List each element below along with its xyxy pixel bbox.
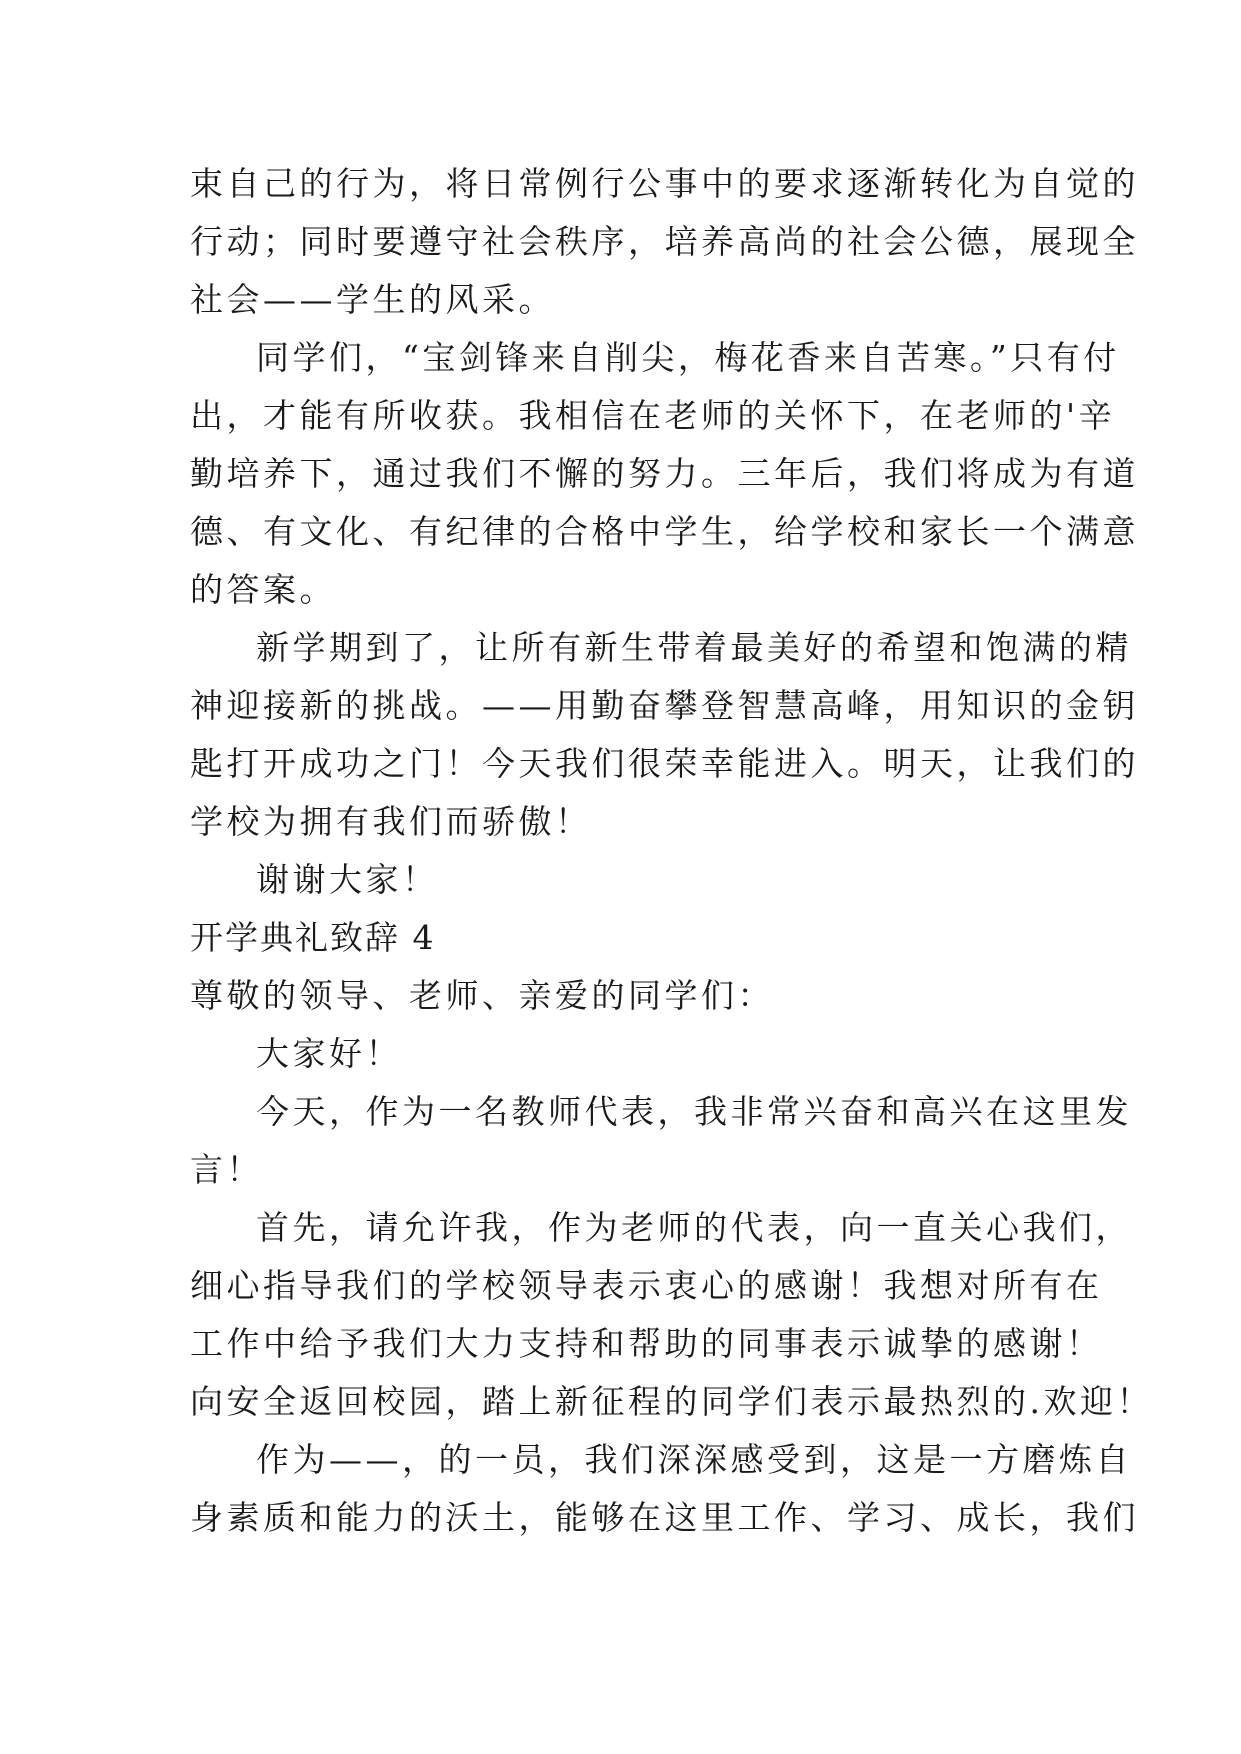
text-line: 社会——学生的风采。 <box>190 280 555 319</box>
section-heading: 开学典礼致辞 4 <box>190 918 436 957</box>
text-line: 向安全返回校园，踏上新征程的同学们表示最热烈的.欢迎！ <box>190 1382 1153 1421</box>
text-line: 神迎接新的挑战。——用勤奋攀登智慧高峰，用知识的金钥 <box>190 686 1139 725</box>
paragraph-start-line: 新学期到了，让所有新生带着最美好的希望和饱满的精 <box>256 628 1132 667</box>
text-line: 的答案。 <box>190 570 336 609</box>
paragraph-start-line: 作为——，的一员，我们深深感受到，这是一方磨炼自 <box>256 1440 1132 1479</box>
text-line: 束自己的行为，将日常例行公事中的要求逐渐转化为自觉的 <box>190 164 1139 203</box>
text-line: 行动；同时要遵守社会秩序，培养高尚的社会公德，展现全 <box>190 222 1139 261</box>
paragraph-start-line: 首先，请允许我，作为老师的代表，向一直关心我们， <box>256 1208 1132 1247</box>
paragraph-start-line: 谢谢大家！ <box>256 860 439 899</box>
document-body <box>190 155 1153 1547</box>
paragraph-start-line: 大家好！ <box>256 1034 402 1073</box>
paragraph-start-line: 今天，作为一名教师代表，我非常兴奋和高兴在这里发 <box>256 1092 1132 1131</box>
text-line: 出，才能有所收获。我相信在老师的关怀下，在老师的'辛 <box>190 396 1116 435</box>
paragraph-start-line: 同学们，“宝剑锋来自削尖，梅花香来自苦寒。”只有付 <box>256 338 1120 377</box>
text-line: 身素质和能力的沃土，能够在这里工作、学习、成长，我们 <box>190 1498 1139 1537</box>
text-line: 工作中给予我们大力支持和帮助的同事表示诚挚的感谢！ <box>190 1324 1103 1363</box>
text-line: 细心指导我们的学校领导表示衷心的感谢！我想对所有在 <box>190 1266 1103 1305</box>
text-line: 勤培养下，通过我们不懈的努力。三年后，我们将成为有道 <box>190 454 1139 493</box>
salutation-line: 尊敬的领导、老师、亲爱的同学们： <box>190 976 774 1015</box>
text-line: 匙打开成功之门！今天我们很荣幸能进入。明天，让我们的 <box>190 744 1139 783</box>
text-line: 言！ <box>190 1150 263 1189</box>
text-line: 德、有文化、有纪律的合格中学生，给学校和家长一个满意 <box>190 512 1139 551</box>
text-line: 学校为拥有我们而骄傲！ <box>190 802 592 841</box>
